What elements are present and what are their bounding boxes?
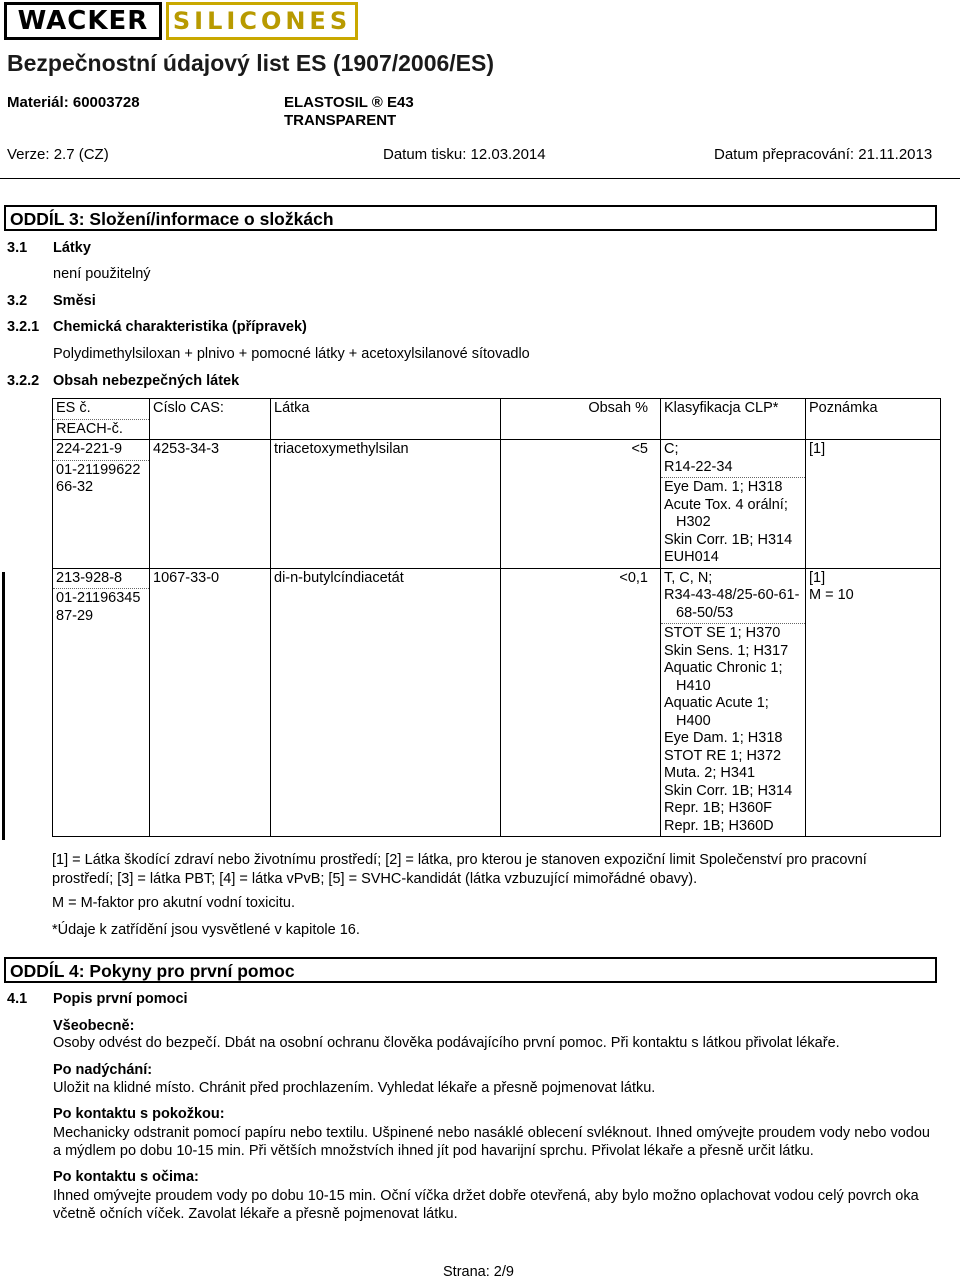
- s322-label: Obsah nebezpečných látek: [53, 373, 240, 389]
- row1-reach: 01-2119962266-32: [53, 460, 149, 523]
- row1-classification: [661, 440, 806, 569]
- header-classification: Klasyfikacja CLP*: [661, 399, 806, 440]
- header-reach: REACH-č.: [53, 419, 149, 440]
- product-name-line1: ELASTOSIL ® E43: [284, 94, 414, 111]
- hazardous-substances-table: [52, 398, 941, 837]
- row2-class-b-3: Aquatic Acute 1; H400: [664, 695, 769, 729]
- table-row: [53, 568, 941, 837]
- row1-es: 224-221-9: [56, 441, 123, 457]
- header-substance: Látka: [271, 399, 501, 440]
- row2-class-b-8: Repr. 1B; H360F: [664, 800, 772, 816]
- version: Verze: 2.7 (CZ): [7, 146, 109, 163]
- header-es: ES č.: [56, 400, 91, 416]
- header-content: Obsah %: [501, 399, 661, 440]
- s321-text: Polydimethylsiloxan + plnivo + pomocné látky + acetoxylsilanové sítovadlo: [53, 346, 530, 362]
- row1-class-b-1: Acute Tox. 4 orální; H302: [664, 496, 788, 530]
- s321-number: 3.2.1: [7, 319, 40, 335]
- change-bar: [2, 572, 5, 840]
- inhalation-label: Po nadýchání:: [53, 1062, 153, 1078]
- skin-contact-text: Mechanicky odstranit pomocí papíru nebo textilu. Ušpinené nebo nasáklé oblecení svléknout. Ihned omývejte proudem vody nebo vodou a mýdlem po dobu 10-15 min. Při větších množstvích ihned jít pod havarijní sprchu. Přivolat lékaře a přesně určit látku.: [53, 1125, 930, 1159]
- row2-note-1: M = 10: [809, 587, 854, 603]
- header-es-reach: [53, 399, 150, 440]
- row2-reach: 01-2119634587-29: [53, 588, 149, 626]
- wacker-logo: WACKER: [4, 2, 162, 40]
- s41-label: Popis první pomoci: [53, 991, 188, 1007]
- s31-number: 3.1: [7, 240, 28, 256]
- inhalation-text: Uložit na klidné místo. Chránit před prochlazením. Vyhledat lékaře a přesně pojmenovat látku.: [53, 1080, 656, 1096]
- header-note: Poznámka: [806, 399, 941, 440]
- row2-class-b-5: STOT RE 1; H372: [664, 747, 782, 764]
- print-date: Datum tisku: 12.03.2014: [383, 146, 546, 163]
- row1-class-b-2: Skin Corr. 1B; H314: [664, 531, 793, 548]
- row2-class-b-7: Skin Corr. 1B; H314: [664, 782, 793, 799]
- s321-label: Chemická charakteristika (přípravek): [53, 319, 307, 335]
- row1-content: <5: [501, 440, 661, 569]
- product-name: [284, 94, 414, 130]
- row1-substance: triacetoxymethylsilan: [271, 440, 501, 569]
- row1-class-a-1: R14-22-34: [664, 458, 733, 475]
- table-row: [53, 440, 941, 569]
- eye-contact-text: Ihned omývejte proudem vody po dobu 10-15 min. Oční víčka držet dobře otevřená, aby bylo možno oplachovat vodou celý povrch oka včetně očních víček. Zavolat lékaře a přesně pojmenovat látku.: [53, 1188, 919, 1222]
- material-number: Materiál: 60003728: [7, 94, 140, 111]
- row2-cas: 1067-33-0: [150, 568, 271, 837]
- header-divider: [0, 178, 960, 179]
- header-cas: Císlo CAS:: [150, 399, 271, 440]
- page-number: Strana: 2/9: [443, 1264, 514, 1280]
- row2-class-a-0: T, C, N;: [664, 569, 713, 586]
- row2-class-b-9: Repr. 1B; H360D: [664, 817, 774, 834]
- table-header-row: [53, 399, 941, 440]
- row2-class-b-1: Skin Sens. 1; H317: [664, 642, 789, 659]
- section3-title: ODDÍL 3: Složení/informace o složkách: [4, 205, 937, 231]
- footnote-classification: *Údaje k zatřídění jsou vysvětlené v kapitole 16.: [52, 922, 360, 938]
- s41-number: 4.1: [7, 991, 28, 1007]
- footnote-m-factor: M = M-faktor pro akutní vodní toxicitu.: [52, 895, 295, 911]
- row2-es-reach: [53, 568, 150, 837]
- skin-contact-label: Po kontaktu s pokožkou:: [53, 1106, 225, 1122]
- s32-label: Směsi: [53, 293, 96, 309]
- row2-class-b-6: Muta. 2; H341: [664, 765, 756, 781]
- row1-note: [1]: [806, 440, 941, 569]
- footnote-legend: [1] = Látka škodící zdraví nebo životnímu prostředí; [2] = látka, pro kterou je stanoven expoziční limit Společenství pro pracovní prostředí; [3] = látka PBT; [4] = látka vPvB; [5] = SVHC-kandidát (látka vzbuzující mimořádné obavy).: [52, 852, 867, 887]
- row2-es: 213-928-8: [56, 569, 123, 586]
- row2-class-a-1: R34-43-48/25-60-61-68-50/53: [664, 587, 800, 621]
- general-text: Osoby odvést do bezpečí. Dbát na osobní ochranu člověka podávajícího první pomoc. Při kontaktu s látkou přivolat lékaře.: [53, 1035, 840, 1051]
- page-title: Bezpečnostní údajový list ES (1907/2006/ES): [7, 50, 495, 76]
- row2-note-0: [1]: [809, 569, 826, 586]
- row2-classification: [661, 568, 806, 837]
- row2-substance: di-n-butylcíndiacetát: [271, 568, 501, 837]
- s322-number: 3.2.2: [7, 373, 40, 389]
- eye-contact-label: Po kontaktu s očima:: [53, 1169, 199, 1185]
- revision-date: Datum přepracování: 21.11.2013: [714, 146, 933, 163]
- row1-class-b-0: Eye Dam. 1; H318: [664, 479, 783, 495]
- row2-class-b-4: Eye Dam. 1; H318: [664, 730, 783, 746]
- s31-text: není použitelný: [53, 266, 151, 282]
- s31-label: Látky: [53, 240, 91, 256]
- row2-note: [806, 568, 941, 837]
- row2-class-b-2: Aquatic Chronic 1; H410: [664, 660, 783, 694]
- row1-class-b-3: EUH014: [664, 549, 719, 565]
- row2-class-b-0: STOT SE 1; H370: [664, 625, 781, 641]
- general-label: Všeobecně:: [53, 1018, 135, 1034]
- row1-es-reach: [53, 440, 150, 569]
- row1-cas: 4253-34-3: [150, 440, 271, 569]
- section4-title: ODDÍL 4: Pokyny pro první pomoc: [4, 957, 937, 983]
- product-name-line2: TRANSPARENT: [284, 112, 397, 129]
- row2-content: <0,1: [501, 568, 661, 837]
- s32-number: 3.2: [7, 293, 28, 309]
- silicones-logo: SILICONES: [166, 2, 358, 40]
- row1-class-a-0: C;: [664, 441, 679, 457]
